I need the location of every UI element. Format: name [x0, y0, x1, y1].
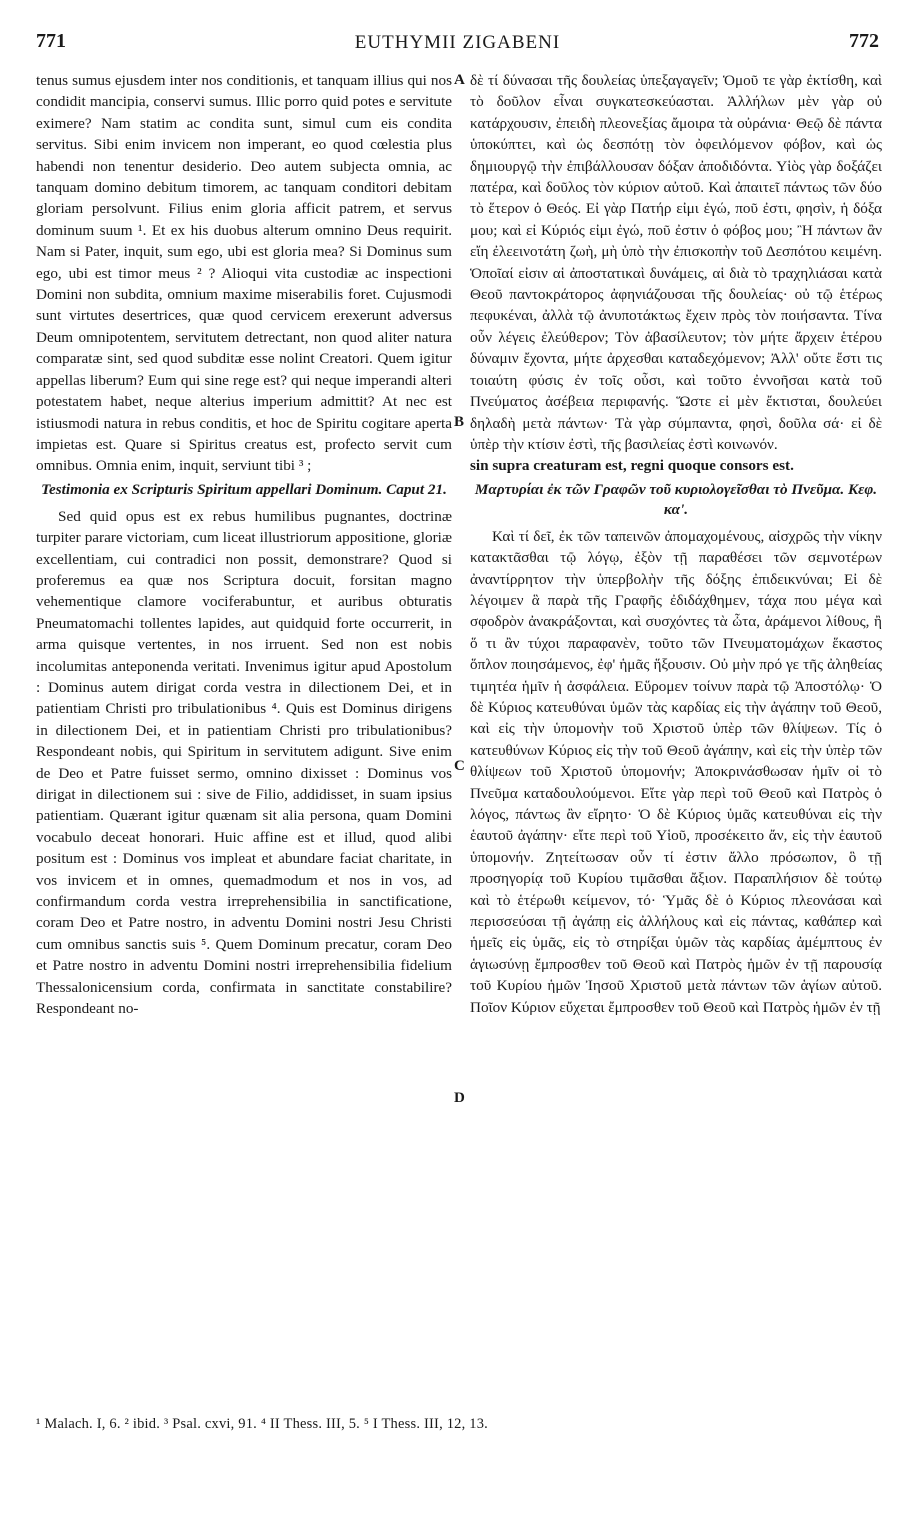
greek-paragraph: δὲ τί δύνασαι τῆς δουλείας ὑπεξαγαγεῖν; Ὁμοῦ τε γὰρ ἐκτίσθη, καὶ τὸ δοῦλον εἶναι συγκατεσκεύασται. Ἀλλήλων μὲν γὰρ οὐ κατάρχουσιν, ἐπειδὴ πλεονεξίας ἄμοιρα τὰ οὐράνια· Θεῷ δὲ πάντα ὑποκύπτει, καὶ ὡς δεσπότῃ τὸν ὀφειλόμενον φόβον, καὶ ὡς δημιουργῷ τὴν ἐπιβάλλουσαν δόξαν ἀποδιδόντα. Υἱὸς γὰρ δοξάζει πατέρα, καὶ δοῦλος τὸν κύριον αὐτοῦ. Καὶ ἀπαιτεῖ πάντως τῶν δύο τὸ ἕτερον ὁ Θεός. Εἰ γὰρ Πατήρ εἰμι ἐγώ, ποῦ ἐστι, φησὶν, ἡ δόξα μου; καὶ εἰ Κύριός εἰμι ἐγώ, ποῦ ἐστιν ὁ φόβος μου; Ἢ πάντων ἂν εἴη ἐλεεινοτάτη ζωὴ, μὴ ὑπὸ τὴν ἐπισκοπὴν τοῦ Δεσπότου κειμένη. Ὁποῖαί εἰσιν αἱ ἀποστατικαὶ δυνάμεις, αἱ διὰ τὸ τραχηλιάσαι κατὰ Θεοῦ παντοκράτορος ἀφηνιάζουσαι τῆς δουλείας· οὐ τῷ ἑτέρως πεφυκέναι, ἀλλὰ τῷ ἀνυποτάκτως ἔχειν πρὸς τὸν ποιήσαντα. Τίνα οὖν λέγεις ἐλεύθερον; Τὸν ἀβασίλευτον; τὸν μήτε ἄρχειν ἑτέρου δύναμιν ἔχοντα, μήτε ἀρχεσθαι καταδεχόμενον; Ἀλλ' οὔτε ἔστι τις τοιαύτη φύσις ἐν τοῖς οὖσι, καὶ τοῦτο ἐννοῆσαι κατὰ τοῦ Πνεύματος ἀσέβεια περιφανής. Ὥστε εἰ μὲν ἔκτισται, δουλεύει δηλαδὴ μετὰ πάντων· Τὰ γὰρ σύμπαντα, φησὶ, δοῦλα σά· εἰ δὲ ὑπὲρ τὴν κτίσιν ἐστὶ, τῆς βασιλείας ἐστὶ κοινωνόν. — [470, 72, 882, 453]
latin-column — [36, 70, 452, 1019]
latin-chapter-heading: Testimonia ex Scripturis Spiritum appellari Dominum. Caput 21. — [41, 480, 447, 498]
margin-marker-b: B — [454, 414, 465, 430]
latin-paragraph: Sed quid opus est ex rebus humilibus pugnantes, doctrinæ turpiter parare victoriam, cum liceat illustriorum appositione, gloriæ excellentiam, cui contradici non possit, demonstrare? Quod si proferemus ea quæ nos Scriptura docuit, forsitan magno vehementique clamore vociferabuntur, et auribus obturatis Pneumatomachi tollentes lapides, aut quidquid forte occurrerit, in arma quisque vertentes, in nos irruent. Sed non est nobis incolumitas anteponenda veritati. Invenimus igitur apud Apostolum : Dominus autem dirigat corda vestra in dilectionem Dei, et in patientiam Christi pro tribulationibus ⁴. Quis est Dominus dirigens in dilectionem Dei, et in patientiam Christi pro tribulationibus? Respondeant nobis, qui Spiritum in servitutem adigunt. Sive enim de Deo et Patre fuisset sermo, omnino dixisset : Dominus vos dirigat in dilectionem sui : sive de Filio, addidisset, in suam ipsius patientiam. Quærant igitur quænam sit alia persona, quam Domini vocabulo deceat honorari. Huic affine est et illud, quod alibi positum est : Dominus vos impleat et abundare faciat charitate, in vos invicem et in omnes, quemadmodum et nos in vos, ad confirmandum corda vestra irreprehensibilia in sanctificatione, coram Deo et Patre nostro, in adventu Domini nostri Jesu Christi cum omnibus sanctis suis ⁵. Quem Dominum precatur, coram Deo et Patre nostro in adventu Domini nostri irreprehensibilia fidelium Thessalonicensium corda, confirmata in sanctitate constabilire? Respondeant no- — [36, 507, 452, 1018]
margin-marker-a: A — [454, 72, 465, 88]
left-page-number: 771 — [36, 30, 66, 52]
margin-marker-c: C — [454, 758, 465, 774]
footnotes: ¹ Malach. I, 6. ² ibid. ³ Psal. cxvi, 91. ⁴ II Thess. III, 5. ⁵ I Thess. III, 12, 13. — [36, 1416, 488, 1432]
running-header — [0, 30, 915, 60]
margin-marker-d: D — [454, 1090, 465, 1106]
latin-bridge-line: sin supra creaturam est, regni quoque consors est. — [470, 457, 794, 475]
greek-column — [470, 70, 882, 1018]
greek-chapter-heading: Μαρτυρίαι ἐκ τῶν Γραφῶν τοῦ κυριολογεῖσθαι τὸ Πνεῦμα. Κεφ. κα'. — [474, 480, 878, 518]
latin-paragraph: tenus sumus ejusdem inter nos conditionis, et tanquam illius qui nos condidit mancipia, conservi sumus. Illic porro quid potes e servitute eximere? Nam statim ac condita sunt, simul cum eis condita servitus. Sibi enim invicem non imperant, eo quod cœlestia plus habendi non tenentur desiderio. Deo autem subjecta omnia, ac tanquam domino debitum timorem, ac tanquam conditori debitam gloriam persolvunt. Filius enim gloria afficit patrem, et servus dominum suum ¹. Et ex his duobus alterum omnino Deus requirit. Nam si Pater, inquit, sum ego, ubi est gloria mea? Si Dominus sum ego, ubi est timor meus ² ? Alioqui vita custodiæ ac inspectioni Domini non subdita, omnium maxime miserabilis foret. Cujusmodi sunt virtutes desertrices, quæ quod cervicem erexerunt adversus Deum omnipotentem, servitutem detrectant, non quod aliter natura comparatæ sint, sed quod subditæ esse nolint Creatori. Quem igitur appellas liberum? Eum qui sine rege est? qui neque imperandi alteri potestatem habet, neque alterius imperium admittit? At nec est istiusmodi natura in rebus conditis, et hoc de Spiritu cogitare aperta impietas est. Quare si Spiritus creatus est, profecto servit cum omnibus. Omnia enim, inquit, serviunt tibi ³ ; — [36, 72, 452, 475]
right-page-number: 772 — [849, 30, 879, 52]
running-title: EUTHYMII ZIGABENI — [354, 32, 561, 53]
greek-paragraph: Καὶ τί δεῖ, ἐκ τῶν ταπεινῶν ἀπομαχομένους, αἰσχρῶς τὴν νίκην κατακτᾶσθαι τῷ λόγῳ, ἐξὸν τῇ παραθέσει τῶν σεμνοτέρων ἀναντίρρητον τὴν ὑπερβολὴν τῆς δόξης ἐπιδεικνύναι; Εἰ δὲ λέγοιμεν ἃ παρὰ τῆς Γραφῆς ἐδιδάχθημεν, τάχα που μέγα καὶ σφοδρὸν ἀνακράξονται, καὶ συσχόντες τὰ ὦτα, ἀράμενοι λίθους, ἢ ὅ τι ἂν τύχοι παραφανὲν, τοῦτο τῶν Πνευματομάχων ἕκαστος ὅπλον ποιησάμενος, ἐφ' ἡμᾶς ἥξουσιν. Οὐ μὴν πρό γε τῆς ἀληθείας τιμητέα ἡμῖν ἡ ἀσφάλεια. Εὕρομεν τοίνυν παρὰ τῷ Ἀποστόλῳ· Ὁ δὲ Κύριος κατευθύναι ὑμῶν τὰς καρδίας εἰς τὴν ἀγάπην τοῦ Θεοῦ, καὶ εἰς τὴν ὑπομονὴν τοῦ Χριστοῦ ὑπὲρ τῶν θλίψεων. Τίς ὁ κατευθύνων Κύριος εἰς τὴν τοῦ Θεοῦ ἀγάπην, καὶ εἰς τὴν ὑπὲρ τῶν θλίψεων τοῦ Χριστοῦ ὑπομονήν; Ἀποκρινάσθωσαν ἡμῖν οἱ τὸ Πνεῦμα καταδουλούμενοι. Εἴτε γὰρ περὶ τοῦ Θεοῦ καὶ Πατρὸς ὁ λόγος, πάντως ἂν εἴρητο· Ὁ δὲ Κύριος ὑμᾶς κατευθύναι εἰς τὴν ἑαυτοῦ ἀγάπην· εἴτε περὶ τοῦ Υἱοῦ, προσέκειτο ἄν, εἰς τὴν ἑαυτοῦ ὑπομονήν. Ζητείτωσαν οὖν τί ἐστιν ἄλλο πρόσωπον, ὃ τῇ προσηγορίᾳ τοῦ Κυρίου τιμᾶσθαι ἄξιον. Παραπλήσιον δὲ τούτῳ καὶ τὸ ἑτέρωθι κείμενον, τό· Ὑμᾶς δὲ ὁ Κύριος πλεονάσαι καὶ περισσεύσαι τῇ ἀγάπῃ εἰς ἀλλήλους καὶ εἰς πάντας, καθάπερ καὶ ἡμεῖς εἰς ὑμᾶς, εἰς τὸ στηρίξαι ὑμῶν τὰς καρδίας ἀμέμπτους ἐν ἁγιωσύνῃ ἔμπροσθεν τοῦ Θεοῦ καὶ Πατρὸς ἡμῶν ἐν τῇ παρουσίᾳ τοῦ Κυρίου ἡμῶν Ἰησοῦ Χριστοῦ μετὰ πάντων τῶν ἁγίων αὐτοῦ. Ποῖον Κύριον εὔχεται ἔμπροσθεν τοῦ Θεοῦ καὶ Πατρὸς ἡμῶν ἐν τῇ — [470, 527, 882, 1016]
